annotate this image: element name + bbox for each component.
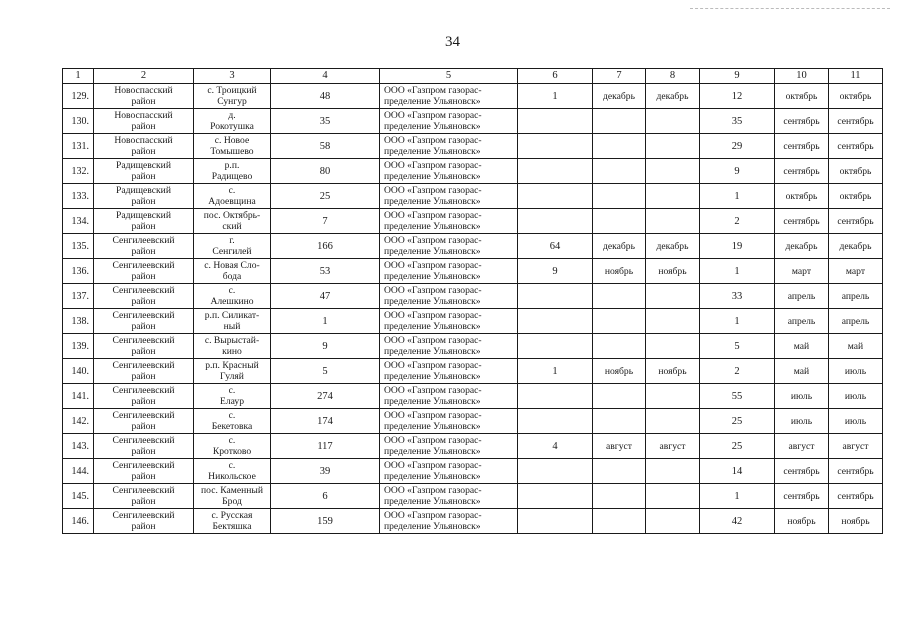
col7-cell [593, 384, 646, 409]
table-row [63, 409, 883, 434]
row-number-cell: 139. [63, 334, 94, 359]
col7-cell [593, 409, 646, 434]
col8-cell: ноябрь [646, 259, 700, 284]
col6-cell: 4 [518, 434, 593, 459]
col9-cell: 1 [700, 259, 775, 284]
col6-cell [518, 159, 593, 184]
column-header: 2 [94, 69, 194, 84]
table-row [63, 284, 883, 309]
district-cell: Новоспасский район [94, 134, 194, 159]
district-cell: Сенгилеевский район [94, 234, 194, 259]
row-number-cell: 135. [63, 234, 94, 259]
organization-cell: ООО «Газпром газорас- пределение Ульяновск» [380, 409, 518, 434]
col8-cell [646, 384, 700, 409]
col6-cell [518, 334, 593, 359]
column-header: 11 [829, 69, 883, 84]
col11-cell: сентябрь [829, 209, 883, 234]
col8-cell [646, 159, 700, 184]
organization-cell: ООО «Газпром газорас- пределение Ульяновск» [380, 334, 518, 359]
table-row [63, 84, 883, 109]
locality-cell: пос. Каменный Брод [194, 484, 271, 509]
table-row [63, 384, 883, 409]
organization-cell: ООО «Газпром газорас- пределение Ульяновск» [380, 484, 518, 509]
col11-cell: апрель [829, 309, 883, 334]
col6-cell [518, 384, 593, 409]
district-cell: Сенгилеевский район [94, 459, 194, 484]
col8-cell [646, 109, 700, 134]
col11-cell: сентябрь [829, 459, 883, 484]
locality-cell: с. Русская Бектяшка [194, 509, 271, 534]
col9-cell: 12 [700, 84, 775, 109]
col7-cell [593, 109, 646, 134]
count-cell: 80 [271, 159, 380, 184]
col9-cell: 5 [700, 334, 775, 359]
locality-cell: пос. Октябрь- ский [194, 209, 271, 234]
table-row [63, 184, 883, 209]
col7-cell [593, 484, 646, 509]
row-number-cell: 130. [63, 109, 94, 134]
organization-cell: ООО «Газпром газорас- пределение Ульяновск» [380, 359, 518, 384]
table-row [63, 109, 883, 134]
district-cell: Сенгилеевский район [94, 384, 194, 409]
col6-cell [518, 459, 593, 484]
col7-cell [593, 284, 646, 309]
col7-cell [593, 459, 646, 484]
col9-cell: 25 [700, 409, 775, 434]
locality-cell: д. Рокотушка [194, 109, 271, 134]
col10-cell: сентябрь [775, 209, 829, 234]
col11-cell: сентябрь [829, 109, 883, 134]
table-row [63, 234, 883, 259]
col6-cell [518, 209, 593, 234]
locality-cell: с. Новое Томышево [194, 134, 271, 159]
row-number-cell: 129. [63, 84, 94, 109]
district-cell: Сенгилеевский район [94, 434, 194, 459]
col11-cell: октябрь [829, 184, 883, 209]
col11-cell: октябрь [829, 84, 883, 109]
row-number-cell: 133. [63, 184, 94, 209]
col7-cell: ноябрь [593, 259, 646, 284]
organization-cell: ООО «Газпром газорас- пределение Ульяновск» [380, 134, 518, 159]
locality-cell: р.п. Красный Гуляй [194, 359, 271, 384]
col10-cell: сентябрь [775, 484, 829, 509]
col11-cell: март [829, 259, 883, 284]
col6-cell: 64 [518, 234, 593, 259]
locality-cell: р.п. Радищево [194, 159, 271, 184]
col7-cell: декабрь [593, 234, 646, 259]
organization-cell: ООО «Газпром газорас- пределение Ульяновск» [380, 284, 518, 309]
locality-cell: г. Сенгилей [194, 234, 271, 259]
count-cell: 274 [271, 384, 380, 409]
count-cell: 117 [271, 434, 380, 459]
row-number-cell: 140. [63, 359, 94, 384]
col9-cell: 35 [700, 109, 775, 134]
table-row [63, 359, 883, 384]
col7-cell [593, 184, 646, 209]
schedule-table [62, 68, 883, 534]
district-cell: Радищевский район [94, 184, 194, 209]
col9-cell: 29 [700, 134, 775, 159]
col10-cell: май [775, 334, 829, 359]
col10-cell: сентябрь [775, 109, 829, 134]
col11-cell: июль [829, 409, 883, 434]
organization-cell: ООО «Газпром газорас- пределение Ульяновск» [380, 184, 518, 209]
organization-cell: ООО «Газпром газорас- пределение Ульяновск» [380, 434, 518, 459]
col11-cell: сентябрь [829, 484, 883, 509]
col8-cell: август [646, 434, 700, 459]
table-row [63, 209, 883, 234]
locality-cell: с. Новая Сло- бода [194, 259, 271, 284]
organization-cell: ООО «Газпром газорас- пределение Ульяновск» [380, 209, 518, 234]
col10-cell: ноябрь [775, 509, 829, 534]
col8-cell [646, 284, 700, 309]
col9-cell: 55 [700, 384, 775, 409]
row-number-cell: 131. [63, 134, 94, 159]
locality-cell: с. Кротково [194, 434, 271, 459]
col11-cell: ноябрь [829, 509, 883, 534]
col6-cell: 9 [518, 259, 593, 284]
col9-cell: 25 [700, 434, 775, 459]
col6-cell [518, 134, 593, 159]
row-number-cell: 142. [63, 409, 94, 434]
col8-cell [646, 484, 700, 509]
row-number-cell: 141. [63, 384, 94, 409]
col7-cell [593, 209, 646, 234]
col6-cell [518, 284, 593, 309]
col6-cell [518, 484, 593, 509]
district-cell: Новоспасский район [94, 84, 194, 109]
row-number-cell: 138. [63, 309, 94, 334]
col11-cell: июль [829, 384, 883, 409]
col11-cell: октябрь [829, 159, 883, 184]
page-number: 34 [445, 34, 460, 50]
col11-cell: май [829, 334, 883, 359]
locality-cell: с. Троицкий Сунгур [194, 84, 271, 109]
table-row [63, 159, 883, 184]
table-row [63, 309, 883, 334]
col8-cell: декабрь [646, 234, 700, 259]
locality-cell: с. Елаур [194, 384, 271, 409]
district-cell: Сенгилеевский район [94, 359, 194, 384]
table-row [63, 259, 883, 284]
district-cell: Радищевский район [94, 209, 194, 234]
col7-cell [593, 309, 646, 334]
col6-cell [518, 409, 593, 434]
locality-cell: с. Алешкино [194, 284, 271, 309]
column-header: 3 [194, 69, 271, 84]
col6-cell [518, 509, 593, 534]
col9-cell: 33 [700, 284, 775, 309]
col7-cell [593, 134, 646, 159]
district-cell: Радищевский район [94, 159, 194, 184]
district-cell: Сенгилеевский район [94, 409, 194, 434]
column-header: 9 [700, 69, 775, 84]
column-header: 6 [518, 69, 593, 84]
col8-cell [646, 334, 700, 359]
table-header-row [63, 69, 883, 84]
col7-cell [593, 159, 646, 184]
row-number-cell: 143. [63, 434, 94, 459]
col9-cell: 2 [700, 359, 775, 384]
col8-cell: ноябрь [646, 359, 700, 384]
col10-cell: апрель [775, 309, 829, 334]
organization-cell: ООО «Газпром газорас- пределение Ульяновск» [380, 259, 518, 284]
col8-cell [646, 184, 700, 209]
row-number-cell: 136. [63, 259, 94, 284]
count-cell: 7 [271, 209, 380, 234]
table-row [63, 434, 883, 459]
column-header: 1 [63, 69, 94, 84]
col6-cell: 1 [518, 84, 593, 109]
column-header: 10 [775, 69, 829, 84]
organization-cell: ООО «Газпром газорас- пределение Ульяновск» [380, 109, 518, 134]
district-cell: Сенгилеевский район [94, 284, 194, 309]
col10-cell: октябрь [775, 184, 829, 209]
table-body [63, 69, 883, 534]
col10-cell: июль [775, 384, 829, 409]
district-cell: Сенгилеевский район [94, 334, 194, 359]
col8-cell [646, 459, 700, 484]
col7-cell: август [593, 434, 646, 459]
locality-cell: с. Адоевщина [194, 184, 271, 209]
organization-cell: ООО «Газпром газорас- пределение Ульяновск» [380, 159, 518, 184]
district-cell: Сенгилеевский район [94, 509, 194, 534]
row-number-cell: 146. [63, 509, 94, 534]
column-header: 4 [271, 69, 380, 84]
col9-cell: 2 [700, 209, 775, 234]
col11-cell: август [829, 434, 883, 459]
column-header: 5 [380, 69, 518, 84]
col9-cell: 1 [700, 484, 775, 509]
organization-cell: ООО «Газпром газорас- пределение Ульяновск» [380, 84, 518, 109]
count-cell: 5 [271, 359, 380, 384]
count-cell: 159 [271, 509, 380, 534]
col6-cell: 1 [518, 359, 593, 384]
col8-cell: декабрь [646, 84, 700, 109]
col8-cell [646, 509, 700, 534]
col10-cell: октябрь [775, 84, 829, 109]
col10-cell: сентябрь [775, 159, 829, 184]
district-cell: Сенгилеевский район [94, 309, 194, 334]
count-cell: 47 [271, 284, 380, 309]
col10-cell: сентябрь [775, 459, 829, 484]
count-cell: 6 [271, 484, 380, 509]
organization-cell: ООО «Газпром газорас- пределение Ульяновск» [380, 309, 518, 334]
table-row [63, 484, 883, 509]
col9-cell: 1 [700, 309, 775, 334]
col10-cell: апрель [775, 284, 829, 309]
col6-cell [518, 309, 593, 334]
table-row [63, 134, 883, 159]
column-header: 7 [593, 69, 646, 84]
scan-artifact-line [690, 8, 890, 9]
count-cell: 1 [271, 309, 380, 334]
locality-cell: с. Бекетовка [194, 409, 271, 434]
locality-cell: р.п. Силикат- ный [194, 309, 271, 334]
organization-cell: ООО «Газпром газорас- пределение Ульяновск» [380, 509, 518, 534]
organization-cell: ООО «Газпром газорас- пределение Ульяновск» [380, 234, 518, 259]
district-cell: Сенгилеевский район [94, 259, 194, 284]
col9-cell: 1 [700, 184, 775, 209]
count-cell: 58 [271, 134, 380, 159]
col8-cell [646, 309, 700, 334]
col7-cell [593, 334, 646, 359]
count-cell: 174 [271, 409, 380, 434]
col9-cell: 19 [700, 234, 775, 259]
table-row [63, 509, 883, 534]
row-number-cell: 145. [63, 484, 94, 509]
col9-cell: 14 [700, 459, 775, 484]
col11-cell: апрель [829, 284, 883, 309]
col10-cell: май [775, 359, 829, 384]
table-row [63, 459, 883, 484]
count-cell: 39 [271, 459, 380, 484]
col11-cell: июль [829, 359, 883, 384]
col6-cell [518, 184, 593, 209]
count-cell: 35 [271, 109, 380, 134]
count-cell: 25 [271, 184, 380, 209]
col8-cell [646, 209, 700, 234]
col10-cell: сентябрь [775, 134, 829, 159]
locality-cell: с. Никольское [194, 459, 271, 484]
row-number-cell: 137. [63, 284, 94, 309]
col10-cell: декабрь [775, 234, 829, 259]
col9-cell: 42 [700, 509, 775, 534]
row-number-cell: 144. [63, 459, 94, 484]
district-cell: Новоспасский район [94, 109, 194, 134]
organization-cell: ООО «Газпром газорас- пределение Ульяновск» [380, 459, 518, 484]
col10-cell: август [775, 434, 829, 459]
count-cell: 53 [271, 259, 380, 284]
col8-cell [646, 409, 700, 434]
col7-cell: декабрь [593, 84, 646, 109]
count-cell: 166 [271, 234, 380, 259]
table-row [63, 334, 883, 359]
col10-cell: март [775, 259, 829, 284]
locality-cell: с. Вырыстай- кино [194, 334, 271, 359]
col7-cell: ноябрь [593, 359, 646, 384]
col7-cell [593, 509, 646, 534]
col11-cell: сентябрь [829, 134, 883, 159]
organization-cell: ООО «Газпром газорас- пределение Ульяновск» [380, 384, 518, 409]
col6-cell [518, 109, 593, 134]
col11-cell: декабрь [829, 234, 883, 259]
col8-cell [646, 134, 700, 159]
count-cell: 48 [271, 84, 380, 109]
col10-cell: июль [775, 409, 829, 434]
district-cell: Сенгилеевский район [94, 484, 194, 509]
row-number-cell: 132. [63, 159, 94, 184]
row-number-cell: 134. [63, 209, 94, 234]
column-header: 8 [646, 69, 700, 84]
count-cell: 9 [271, 334, 380, 359]
col9-cell: 9 [700, 159, 775, 184]
